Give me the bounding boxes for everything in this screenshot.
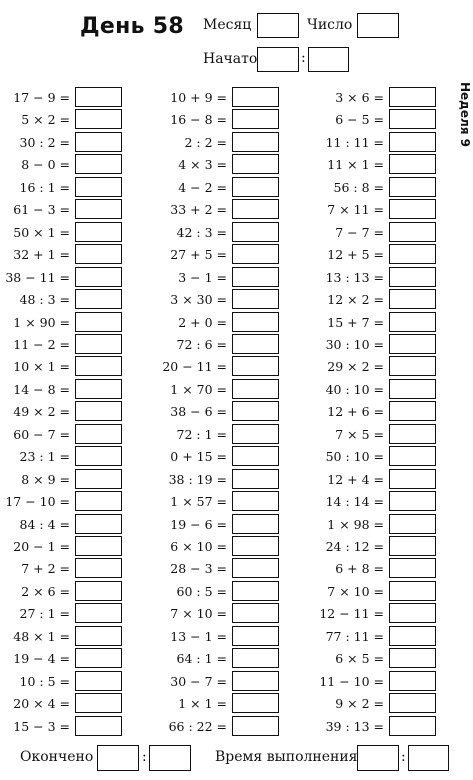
exercise-expression: 27 + 5 = [170, 247, 227, 262]
answer-field[interactable] [232, 267, 279, 287]
exercise-expression: 14 − 8 = [13, 382, 70, 397]
exercise-expression: 12 + 6 = [327, 404, 384, 419]
answer-field[interactable] [232, 334, 279, 354]
answer-field[interactable] [389, 154, 436, 174]
answer-field[interactable] [75, 312, 122, 332]
finished-label: Окончено [20, 749, 94, 765]
exercise-expression: 13 : 13 = [325, 270, 384, 285]
answer-field[interactable] [75, 424, 122, 444]
exercise-expression: 6 × 10 = [170, 539, 227, 554]
exercise-expression: 20 × 4 = [13, 696, 70, 711]
answer-field[interactable] [232, 132, 279, 152]
exercise-expression: 8 − 0 = [21, 157, 70, 172]
answer-field[interactable] [232, 109, 279, 129]
answer-field[interactable] [389, 87, 436, 107]
answer-field[interactable] [389, 716, 436, 736]
answer-field[interactable] [389, 446, 436, 466]
answer-field[interactable] [232, 671, 279, 691]
exercise-expression: 72 : 1 = [176, 427, 227, 442]
day-field[interactable] [357, 13, 399, 38]
finished-hours-field[interactable] [97, 745, 139, 771]
exercise-expression: 49 × 2 = [13, 404, 70, 419]
exercise-expression: 20 − 11 = [162, 359, 227, 374]
exercise-expression: 12 × 2 = [327, 292, 384, 307]
answer-field[interactable] [232, 289, 279, 309]
answer-field[interactable] [75, 671, 122, 691]
exercise-expression: 77 : 11 = [325, 629, 384, 644]
exercise-expression: 12 + 5 = [327, 247, 384, 262]
answer-field[interactable] [389, 648, 436, 668]
answer-field[interactable] [389, 491, 436, 511]
finished-minutes-field[interactable] [149, 745, 191, 771]
exercise-expression: 10 + 9 = [170, 90, 227, 105]
exercise-expression: 12 + 4 = [327, 472, 384, 487]
exercise-expression: 7 × 10 = [327, 584, 384, 599]
answer-field[interactable] [232, 446, 279, 466]
answer-field[interactable] [389, 626, 436, 646]
answer-field[interactable] [389, 132, 436, 152]
exercise-expression: 1 × 98 = [327, 517, 384, 532]
answer-field[interactable] [75, 693, 122, 713]
exercise-expression: 13 − 1 = [170, 629, 227, 644]
exercise-expression: 24 : 12 = [325, 539, 384, 554]
answer-field[interactable] [232, 558, 279, 578]
duration-label: Время выполнения [215, 749, 358, 765]
exercise-expression: 15 + 7 = [327, 315, 384, 330]
answer-field[interactable] [75, 199, 122, 219]
exercise-expression: 48 : 3 = [19, 292, 70, 307]
exercise-expression: 61 − 3 = [13, 202, 70, 217]
exercise-expression: 11 − 2 = [13, 337, 70, 352]
answer-field[interactable] [232, 222, 279, 242]
answer-field[interactable] [389, 222, 436, 242]
exercise-expression: 64 : 1 = [176, 651, 227, 666]
answer-field[interactable] [232, 424, 279, 444]
exercise-expression: 30 : 2 = [19, 135, 70, 150]
exercise-expression: 56 : 8 = [333, 180, 384, 195]
exercise-expression: 3 − 1 = [178, 270, 227, 285]
answer-field[interactable] [232, 379, 279, 399]
answer-field[interactable] [389, 536, 436, 556]
answer-field[interactable] [75, 356, 122, 376]
exercise-expression: 6 + 8 = [335, 561, 384, 576]
answer-field[interactable] [232, 491, 279, 511]
answer-field[interactable] [232, 401, 279, 421]
answer-field[interactable] [75, 469, 122, 489]
exercise-expression: 1 × 1 = [178, 696, 227, 711]
exercise-expression: 50 × 1 = [13, 225, 70, 240]
exercise-expression: 72 : 6 = [176, 337, 227, 352]
answer-field[interactable] [75, 446, 122, 466]
exercise-expression: 6 × 5 = [335, 651, 384, 666]
exercise-expression: 33 + 2 = [170, 202, 227, 217]
exercise-expression: 7 × 10 = [170, 606, 227, 621]
exercise-expression: 7 × 5 = [335, 427, 384, 442]
exercise-expression: 15 − 3 = [13, 719, 70, 734]
duration-minutes-field[interactable] [408, 745, 449, 771]
day-label: Число [307, 17, 353, 33]
exercise-expression: 17 − 10 = [5, 494, 70, 509]
exercise-expression: 3 × 6 = [335, 90, 384, 105]
duration-time-separator: : [401, 749, 406, 765]
answer-field[interactable] [232, 356, 279, 376]
exercise-expression: 66 : 22 = [168, 719, 227, 734]
exercise-expression: 19 − 4 = [13, 651, 70, 666]
answer-field[interactable] [232, 716, 279, 736]
answer-field[interactable] [389, 603, 436, 623]
answer-field[interactable] [389, 379, 436, 399]
answer-field[interactable] [232, 514, 279, 534]
exercise-expression: 2 × 6 = [21, 584, 70, 599]
start-label: Начато [203, 51, 258, 67]
answer-field[interactable] [232, 626, 279, 646]
exercise-expression: 4 × 3 = [178, 157, 227, 172]
exercise-expression: 7 − 7 = [335, 225, 384, 240]
month-field[interactable] [257, 13, 299, 38]
exercise-expression: 19 − 6 = [170, 517, 227, 532]
exercise-expression: 30 − 7 = [170, 674, 227, 689]
start-time-separator: : [301, 50, 306, 66]
exercise-expression: 6 − 5 = [335, 112, 384, 127]
answer-field[interactable] [232, 312, 279, 332]
duration-hours-field[interactable] [357, 745, 399, 771]
exercise-expression: 84 : 4 = [19, 517, 70, 532]
answer-field[interactable] [389, 289, 436, 309]
exercise-expression: 14 : 14 = [325, 494, 384, 509]
answer-field[interactable] [232, 154, 279, 174]
answer-field[interactable] [232, 581, 279, 601]
exercise-expression: 11 − 10 = [319, 674, 384, 689]
exercise-expression: 27 : 1 = [19, 606, 70, 621]
answer-field[interactable] [75, 603, 122, 623]
exercise-expression: 39 : 13 = [325, 719, 384, 734]
exercise-expression: 3 × 30 = [170, 292, 227, 307]
answer-field[interactable] [232, 536, 279, 556]
answer-field[interactable] [389, 558, 436, 578]
answer-field[interactable] [75, 222, 122, 242]
exercise-expression: 1 × 70 = [170, 382, 227, 397]
answer-field[interactable] [75, 267, 122, 287]
answer-field[interactable] [75, 87, 122, 107]
answer-field[interactable] [75, 154, 122, 174]
exercise-expression: 38 : 19 = [168, 472, 227, 487]
exercise-expression: 60 − 7 = [13, 427, 70, 442]
answer-field[interactable] [389, 356, 436, 376]
answer-field[interactable] [232, 87, 279, 107]
exercise-expression: 32 + 1 = [13, 247, 70, 262]
answer-field[interactable] [75, 177, 122, 197]
answer-field[interactable] [389, 177, 436, 197]
answer-field[interactable] [232, 469, 279, 489]
answer-field[interactable] [75, 244, 122, 264]
answer-field[interactable] [389, 469, 436, 489]
exercise-expression: 11 : 11 = [325, 135, 384, 150]
exercise-expression: 4 − 2 = [178, 180, 227, 195]
exercise-expression: 50 : 10 = [325, 449, 384, 464]
answer-field[interactable] [389, 514, 436, 534]
answer-field[interactable] [75, 558, 122, 578]
answer-field[interactable] [232, 199, 279, 219]
answer-field[interactable] [75, 581, 122, 601]
exercise-expression: 9 × 2 = [335, 696, 384, 711]
answer-field[interactable] [75, 289, 122, 309]
answer-field[interactable] [389, 424, 436, 444]
answer-field[interactable] [75, 514, 122, 534]
exercise-expression: 7 + 2 = [21, 561, 70, 576]
answer-field[interactable] [389, 109, 436, 129]
exercise-expression: 1 × 57 = [170, 494, 227, 509]
answer-field[interactable] [75, 401, 122, 421]
exercise-expression: 2 + 0 = [178, 315, 227, 330]
week-label: Неделя 9 [458, 82, 472, 148]
exercise-expression: 38 − 11 = [5, 270, 70, 285]
answer-field[interactable] [389, 334, 436, 354]
exercise-expression: 10 × 1 = [13, 359, 70, 374]
answer-field[interactable] [389, 671, 436, 691]
answer-field[interactable] [232, 693, 279, 713]
exercise-expression: 16 − 8 = [170, 112, 227, 127]
exercise-expression: 1 × 90 = [13, 315, 70, 330]
exercise-expression: 16 : 1 = [19, 180, 70, 195]
exercise-expression: 17 − 9 = [13, 90, 70, 105]
exercise-expression: 60 : 5 = [176, 584, 227, 599]
answer-field[interactable] [232, 648, 279, 668]
exercise-expression: 42 : 3 = [176, 225, 227, 240]
exercise-expression: 28 − 3 = [170, 561, 227, 576]
answer-field[interactable] [75, 379, 122, 399]
exercise-expression: 23 : 1 = [19, 449, 70, 464]
exercise-expression: 40 : 10 = [325, 382, 384, 397]
answer-field[interactable] [75, 132, 122, 152]
page-title: День 58 [80, 14, 185, 39]
answer-field[interactable] [232, 177, 279, 197]
answer-field[interactable] [389, 581, 436, 601]
exercise-expression: 30 : 10 = [325, 337, 384, 352]
month-label: Месяц [203, 17, 252, 33]
answer-field[interactable] [75, 626, 122, 646]
exercise-expression: 10 : 5 = [19, 674, 70, 689]
answer-field[interactable] [75, 334, 122, 354]
exercise-expression: 7 × 11 = [327, 202, 384, 217]
exercise-expression: 5 × 2 = [21, 112, 70, 127]
answer-field[interactable] [75, 491, 122, 511]
answer-field[interactable] [389, 401, 436, 421]
exercise-expression: 8 × 9 = [21, 472, 70, 487]
answer-field[interactable] [389, 199, 436, 219]
answer-field[interactable] [75, 109, 122, 129]
answer-field[interactable] [389, 312, 436, 332]
answer-field[interactable] [389, 267, 436, 287]
answer-field[interactable] [232, 244, 279, 264]
exercise-expression: 12 − 11 = [319, 606, 384, 621]
finished-time-separator: : [142, 749, 147, 765]
start-minutes-field[interactable] [308, 47, 349, 72]
exercise-expression: 0 + 15 = [170, 449, 227, 464]
answer-field[interactable] [389, 244, 436, 264]
answer-field[interactable] [75, 536, 122, 556]
exercise-expression: 11 × 1 = [327, 157, 384, 172]
answer-field[interactable] [389, 693, 436, 713]
exercise-expression: 48 × 1 = [13, 629, 70, 644]
exercise-expression: 29 × 2 = [327, 359, 384, 374]
answer-field[interactable] [75, 648, 122, 668]
exercise-expression: 2 : 2 = [184, 135, 227, 150]
exercise-expression: 20 − 1 = [13, 539, 70, 554]
answer-field[interactable] [232, 603, 279, 623]
exercise-expression: 38 − 6 = [170, 404, 227, 419]
answer-field[interactable] [75, 716, 122, 736]
start-hours-field[interactable] [257, 47, 299, 72]
